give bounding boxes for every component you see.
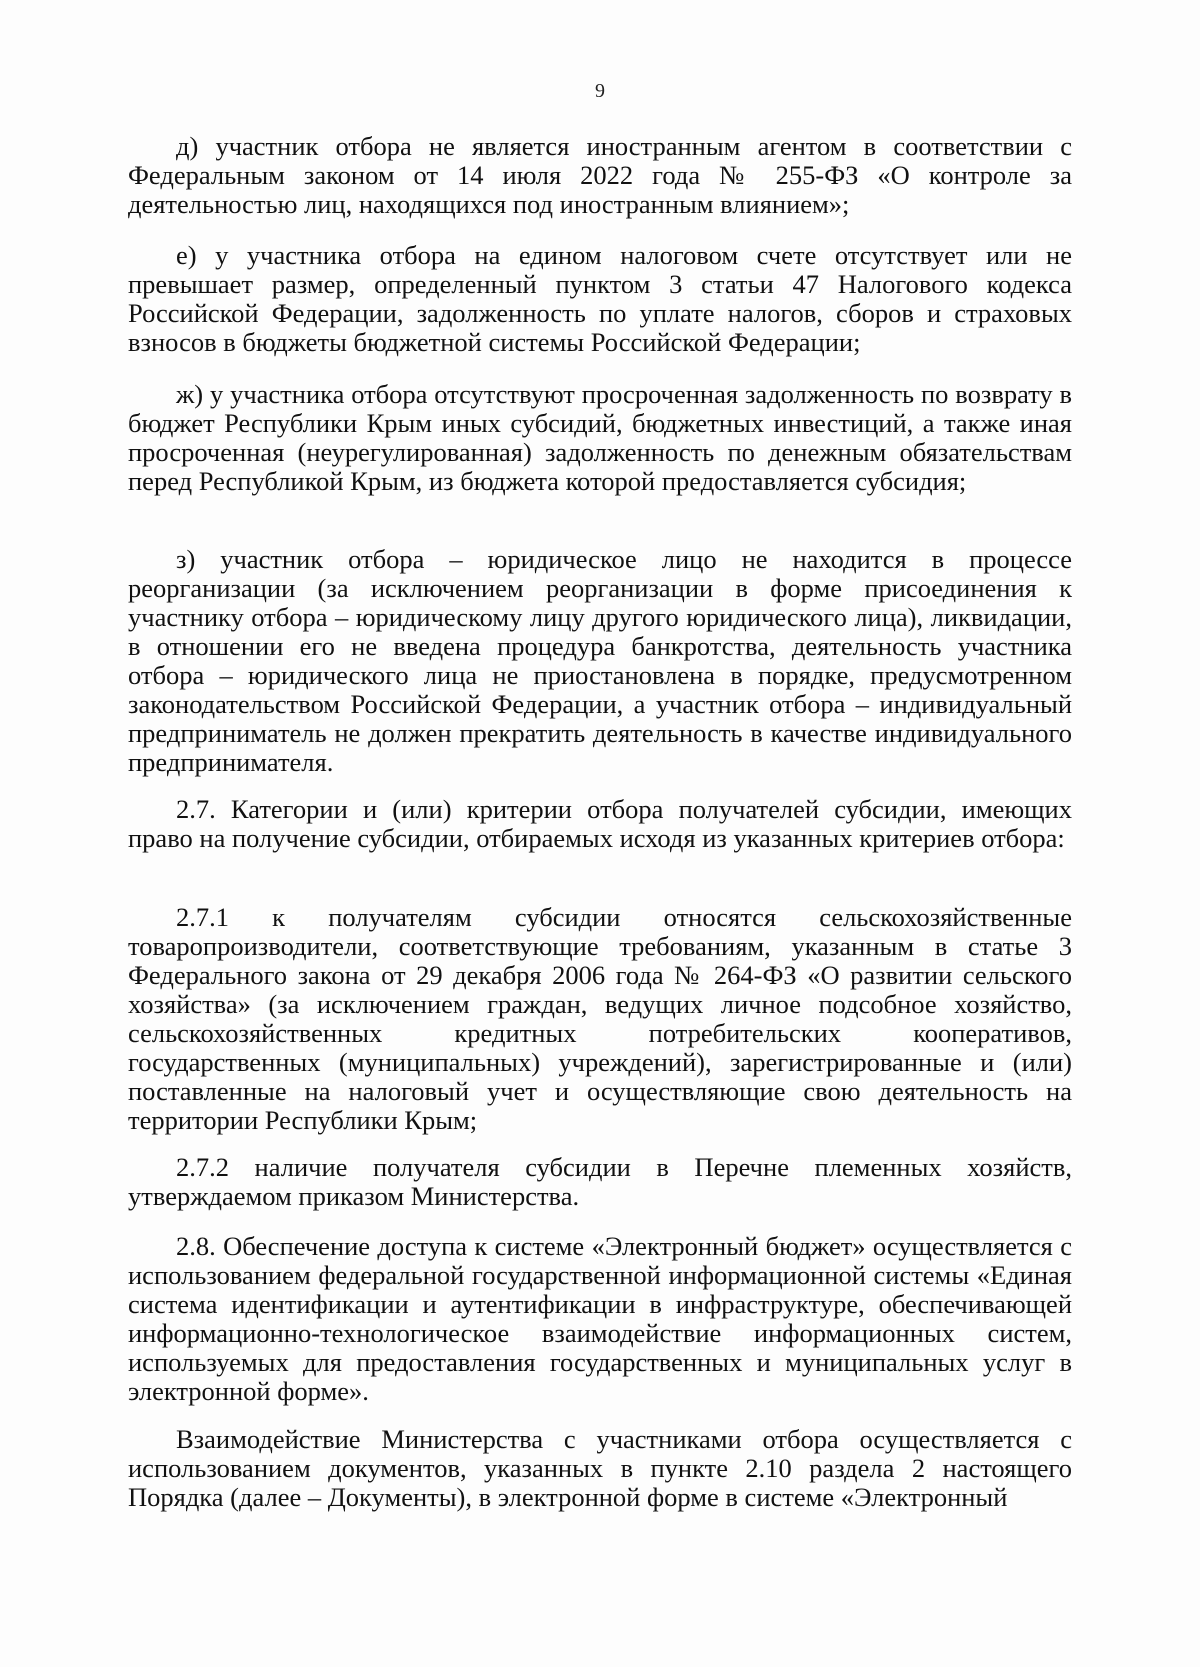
paragraph-2-7: 2.7. Категории и (или) критерии отбора получателей субсидии, имеющих право на получение субсидии, отбираемых исходя из указанных критериев отбора: — [128, 794, 1072, 853]
paragraph-zh: ж) у участника отбора отсутствуют просроченная задолженность по возврату в бюджет Республики Крым иных субсидий, бюджетных инвестиций, а также иная просроченная (неурегулированная) задолженность по денежным обязательствам перед Республикой Крым, из бюджета которой предоставляется субсидия; — [128, 379, 1072, 496]
paragraph-d: д) участник отбора не является иностранным агентом в соответствии с Федеральным законом от 14 июля 2022 года № 255-ФЗ «О контроле за деятельностью лиц, находящихся под иностранным влиянием»; — [128, 131, 1072, 219]
paragraph-interaction: Взаимодействие Министерства с участниками отбора осуществляется с использованием документов, указанных в пункте 2.10 раздела 2 настоящего Порядка (далее – Документы), в электронной форме в системе «Электронный — [128, 1424, 1072, 1512]
paragraph-e: е) у участника отбора на едином налоговом счете отсутствует или не превышает размер, определенный пунктом 3 статьи 47 Налогового кодекса Российской Федерации, задолженность по уплате налогов, сборов и страховых взносов в бюджеты бюджетной системы Российской Федерации; — [128, 240, 1072, 357]
paragraph-z: з) участник отбора – юридическое лицо не находится в процессе реорганизации (за исключением реорганизации в форме присоединения к участнику отбора – юридическому лицу другого юридического лица), ликвидации, в отношении его не введена процедура банкротства, деятельность участника отбора – юридического лица не приостановлена в порядке, предусмотренном законодательством Российской Федерации, а участник отбора – индивидуальный предприниматель не должен прекратить деятельность в качестве индивидуального предпринимателя. — [128, 544, 1072, 777]
paragraph-2-7-2: 2.7.2 наличие получателя субсидии в Перечне племенных хозяйств, утверждаемом приказом Министерства. — [128, 1152, 1072, 1211]
paragraph-2-7-1: 2.7.1 к получателям субсидии относятся сельскохозяйственные товаропроизводители, соответствующие требованиям, указанным в статье 3 Федерального закона от 29 декабря 2006 года № 264-ФЗ «О развитии сельского хозяйства» (за исключением граждан, ведущих личное подсобное хозяйство, сельскохозяйственных кредитных потребительских кооперативов, государственных (муниципальных) учреждений), зарегистрированные и (или) поставленные на налоговый учет и осуществляющие свою деятельность на территории Республики Крым; — [128, 902, 1072, 1135]
paragraph-2-8: 2.8. Обеспечение доступа к системе «Электронный бюджет» осуществляется с использованием федеральной государственной информационной системы «Единая система идентификации и аутентификации в инфраструктуре, обеспечивающей информационно-технологическое взаимодействие информационных систем, используемых для предоставления государственных и муниципальных услуг в электронной форме». — [128, 1231, 1072, 1406]
page-number: 9 — [595, 80, 605, 102]
